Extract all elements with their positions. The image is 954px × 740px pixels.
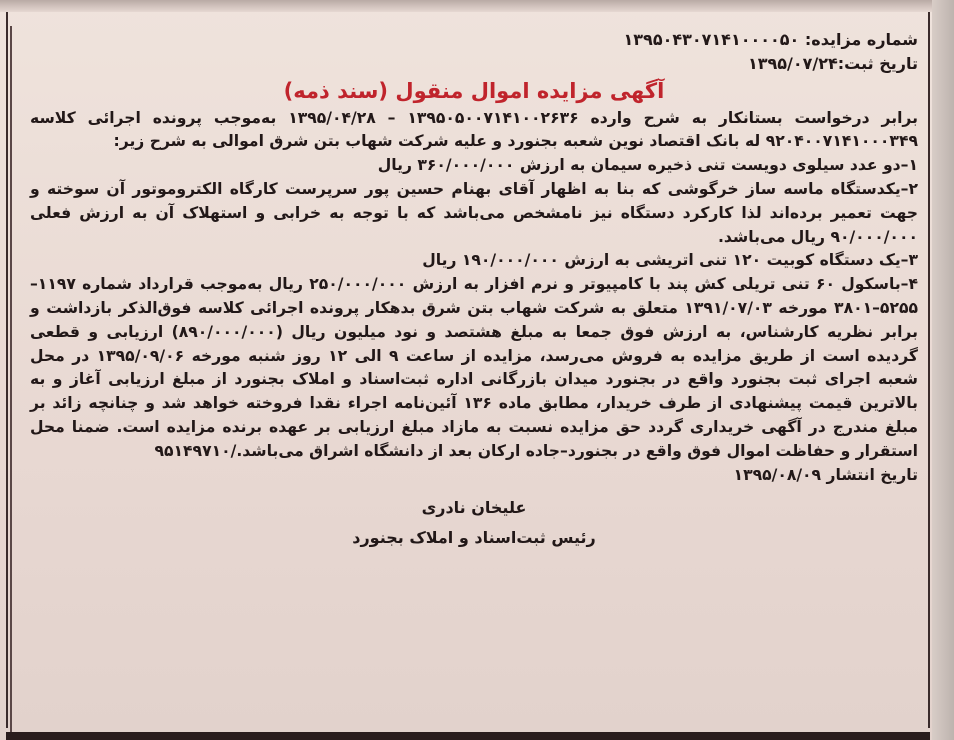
item-1: ۱–دو عدد سیلوی دویست تنی ذخیره سیمان به ارزش ۳۶۰/۰۰۰/۰۰۰ ریال bbox=[377, 156, 918, 175]
notice-body bbox=[30, 107, 918, 488]
signer-name: علیخان نادری bbox=[421, 498, 527, 518]
publish-date: تاریخ انتشار ۱۳۹۵/۰۸/۰۹ bbox=[733, 465, 918, 484]
item-4-and-terms: ۴–باسکول ۶۰ تنی تریلی کش پند با کامپیوتر و نرم افزار به ارزش ۲۵۰/۰۰۰/۰۰۰ ریال به‌موجب قرارداد شماره ۱۱۹۷–۵۲۵۵–۳۸۰۱ مورخه ۱۳۹۱/۰۷/۰۳ متعلق به شرکت شهاب بتن شرق بدهکار پرونده اجرائی کلاسه فوق‌الذکر بازداشت و برابر نظریه کارشناس، به ارزش فوق جمعا به مبلغ هشتصد و نود میلیون ریال (۸۹۰/۰۰۰/۰۰۰) ارزیابی و قطعی گردیده است از طریق مزایده به فروش می‌رسد، مزایده از ساعت ۹ الی ۱۲ روز شنبه مورخه ۱۳۹۵/۰۹/۰۶ در محل شعبه اجرای ثبت بجنورد واقع در بجنورد میدان بازرگانی اداره ثبت‌اسناد و املاک بجنورد از مبلغ ارزیابی آغاز و به بالاترین قیمت پیشنهادی از طرف خریدار، مطابق ماده ۱۳۶ آئین‌نامه اجراء نقدا فروخته خواهد شد و چنانچه زائد بر مبلغ مندرج در آگهی خریداری گردد حق مزایده نسبت به مازاد مبلغ ارزیابی بر عهده برنده مزایده است. ضمنا محل استقرار و حفاظت اموال فوق واقع در بجنورد–جاده ارکان بعد از دانشگاه اشراق می‌باشد./۹۵۱۴۹۷۱۰ bbox=[30, 275, 919, 460]
signer-position: رئیس ثبت‌اسناد و املاک بجنورد bbox=[352, 528, 596, 548]
intro-paragraph: برابر درخواست بستانکار به شرح وارده ۱۳۹۵۰۵۰۰۷۱۴۱۰۰۲۶۳۶ – ۱۳۹۵/۰۴/۲۸ به‌موجب پرونده اجرائی کلاسه ۹۲۰۴۰۰۷۱۴۱۰۰۰۳۴۹ له بانک اقتصاد نوین شعبه بجنورد و علیه شرکت شهاب بتن شرق اموالی به شرح زیر: bbox=[30, 108, 918, 151]
item-3: ۳–یک دستگاه کوبیت ۱۲۰ تنی اتریشی به ارزش ۱۹۰/۰۰۰/۰۰۰ ریال bbox=[422, 251, 918, 270]
auction-number: شماره مزایده: ۱۳۹۵۰۴۳۰۷۱۴۱۰۰۰۰۵۰ bbox=[623, 30, 918, 49]
right-paper-edge bbox=[932, 0, 954, 740]
bottom-border bbox=[6, 732, 930, 740]
signature-block bbox=[30, 493, 918, 553]
notice-title: آگهی مزایده اموال منقول (سند ذمه) bbox=[283, 78, 665, 103]
registration-date: تاریخ ثبت:۱۳۹۵/۰۷/۲۴ bbox=[747, 53, 918, 73]
item-2: ۲–یکدستگاه ماسه ساز خرگوشی که بنا به اظهار آقای بهنام حسین پور سرپرست کارگاه الکتروموتور آن سوخته و جهت تعمیر برده‌اند لذا کارکرد دستگاه نیز نامشخص می‌باشد که با توجه به خرابی و استهلاک آن به ارزش فعلی ۹۰/۰۰۰/۰۰۰ ریال می‌باشد. bbox=[30, 179, 918, 246]
notice-content bbox=[30, 28, 918, 718]
top-shadow bbox=[0, 0, 932, 12]
